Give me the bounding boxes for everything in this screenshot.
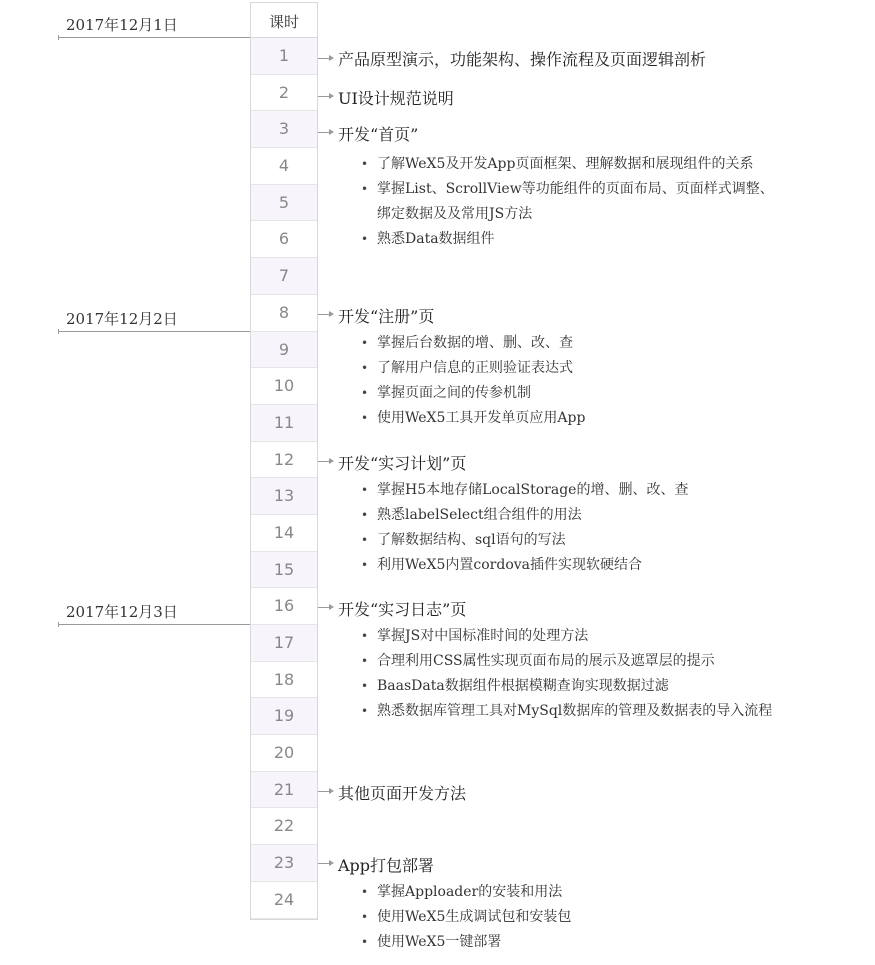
bullet-item-continuation: 绑定数据及及常用JS方法 bbox=[377, 206, 533, 222]
hour-cell: 11 bbox=[251, 405, 317, 442]
bullet-item: • 使用WeX5工具开发单页应用App bbox=[361, 406, 585, 431]
arrow-icon bbox=[318, 96, 332, 97]
arrow-icon bbox=[318, 863, 332, 864]
hour-cell: 23 bbox=[251, 845, 317, 882]
hour-cell: 17 bbox=[251, 625, 317, 662]
hour-cell: 13 bbox=[251, 478, 317, 515]
hour-cell: 20 bbox=[251, 735, 317, 772]
hour-cell: 1 bbox=[251, 38, 317, 75]
arrow-icon bbox=[318, 461, 332, 462]
bullet-item: • 使用WeX5一键部署 bbox=[361, 930, 571, 955]
bullet-item: • 熟悉Data数据组件 bbox=[361, 227, 774, 252]
hour-cell: 4 bbox=[251, 148, 317, 185]
topic-title: 产品原型演示，功能架构、操作流程及页面逻辑剖析 bbox=[338, 50, 707, 69]
topic-bullets bbox=[361, 152, 774, 252]
topic-bullets bbox=[361, 478, 688, 578]
arrow-icon bbox=[318, 314, 332, 315]
topic-title: App打包部署 bbox=[338, 856, 435, 875]
bullet-item: • BaasData数据组件根据模糊查询实现数据过滤 bbox=[361, 674, 772, 699]
arrow-icon bbox=[318, 58, 332, 59]
arrow-icon bbox=[318, 607, 332, 608]
date-marker-day-1: 2017年12月1日 bbox=[58, 14, 250, 38]
hour-cell: 18 bbox=[251, 662, 317, 699]
arrow-icon bbox=[318, 791, 332, 792]
hour-cell: 24 bbox=[251, 882, 317, 919]
bullet-item: • 掌握后台数据的增、删、改、查 bbox=[361, 331, 585, 356]
bullet-item: • 了解数据结构、sql语句的写法 bbox=[361, 528, 688, 553]
topic-bullets bbox=[361, 331, 585, 431]
bullet-item: • 了解WeX5及开发App页面框架、理解数据和展现组件的关系 bbox=[361, 152, 774, 177]
bullet-item: • 使用WeX5生成调试包和安装包 bbox=[361, 905, 571, 930]
bullet-item: • 了解用户信息的正则验证表达式 bbox=[361, 356, 585, 381]
hour-cell: 15 bbox=[251, 552, 317, 589]
date-marker-day-2: 2017年12月2日 bbox=[58, 308, 250, 332]
hour-cell: 22 bbox=[251, 808, 317, 845]
hour-cell: 12 bbox=[251, 442, 317, 479]
topic-title: 开发“注册”页 bbox=[338, 307, 435, 326]
hour-cell: 8 bbox=[251, 295, 317, 332]
hour-cell: 19 bbox=[251, 698, 317, 735]
bullet-item: • 熟悉labelSelect组合组件的用法 bbox=[361, 503, 688, 528]
hour-cell: 3 bbox=[251, 111, 317, 148]
bullet-item: • 掌握页面之间的传参机制 bbox=[361, 381, 585, 406]
date-marker-day-3: 2017年12月3日 bbox=[58, 601, 250, 625]
hour-cell: 6 bbox=[251, 221, 317, 258]
hours-cells bbox=[251, 38, 317, 919]
hour-cell: 5 bbox=[251, 185, 317, 222]
topic-title: UI设计规范说明 bbox=[338, 89, 454, 108]
topic-title: 开发“首页” bbox=[338, 125, 419, 144]
topic-bullets bbox=[361, 624, 772, 724]
hour-cell: 7 bbox=[251, 258, 317, 295]
bullet-item: • 熟悉数据库管理工具对MySql数据库的管理及数据表的导入流程 bbox=[361, 699, 772, 724]
bullet-item: • 合理利用CSS属性实现页面布局的展示及遮罩层的提示 bbox=[361, 649, 772, 674]
topic-title: 其他页面开发方法 bbox=[338, 784, 467, 803]
bullet-item: • 掌握H5本地存储LocalStorage的增、删、改、查 bbox=[361, 478, 688, 503]
hours-column bbox=[250, 2, 318, 920]
hour-cell: 10 bbox=[251, 368, 317, 405]
bullet-item: • 掌握JS对中国标准时间的处理方法 bbox=[361, 624, 772, 649]
bullet-item: • 利用WeX5内置cordova插件实现软硬结合 bbox=[361, 553, 688, 578]
hour-cell: 14 bbox=[251, 515, 317, 552]
arrow-icon bbox=[318, 132, 332, 133]
bullet-item: • 掌握Apploader的安装和用法 bbox=[361, 880, 571, 905]
topic-title: 开发“实习日志”页 bbox=[338, 600, 467, 619]
topic-bullets bbox=[361, 880, 571, 955]
hour-cell: 2 bbox=[251, 75, 317, 112]
hour-cell: 16 bbox=[251, 588, 317, 625]
bullet-item: • 掌握List、ScrollView等功能组件的页面布局、页面样式调整、 绑定数据及及常用JS方法 bbox=[361, 177, 774, 227]
topic-title: 开发“实习计划”页 bbox=[338, 454, 467, 473]
hour-cell: 9 bbox=[251, 332, 317, 369]
hours-header: 课时 bbox=[251, 2, 317, 38]
hour-cell: 21 bbox=[251, 772, 317, 809]
